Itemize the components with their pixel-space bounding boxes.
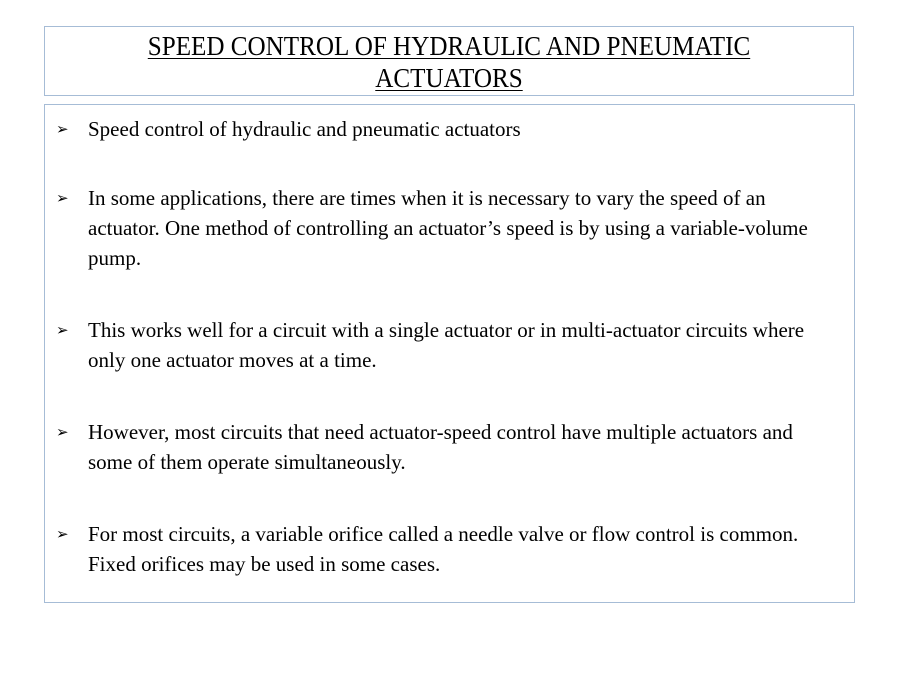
arrowhead-bullet-icon: ➢ <box>56 189 69 207</box>
bullet-text: For most circuits, a variable orifice called a needle valve or flow control is common. Fixed orifices may be used in some cases. <box>88 522 799 576</box>
bullet-text: In some applications, there are times when it is necessary to vary the speed of an actuator. One method of controlling an actuator’s speed is by using a variable-volume pump. <box>88 186 808 270</box>
arrowhead-bullet-icon: ➢ <box>56 120 69 138</box>
slide-title: SPEED CONTROL OF HYDRAULIC AND PNEUMATIC ACTUATORS <box>147 31 751 93</box>
bullet-text: Speed control of hydraulic and pneumatic actuators <box>88 117 521 141</box>
bullet-text: This works well for a circuit with a single actuator or in multi-actuator circuits where only one actuator moves at a time. <box>88 318 805 372</box>
arrowhead-bullet-icon: ➢ <box>56 321 69 339</box>
arrowhead-bullet-icon: ➢ <box>56 525 69 543</box>
bullet-text: However, most circuits that need actuator-speed control have multiple actuators and some of them operate simultaneously. <box>88 420 793 474</box>
content-box <box>44 104 855 603</box>
arrowhead-bullet-icon: ➢ <box>56 423 69 441</box>
title-box <box>44 26 854 96</box>
